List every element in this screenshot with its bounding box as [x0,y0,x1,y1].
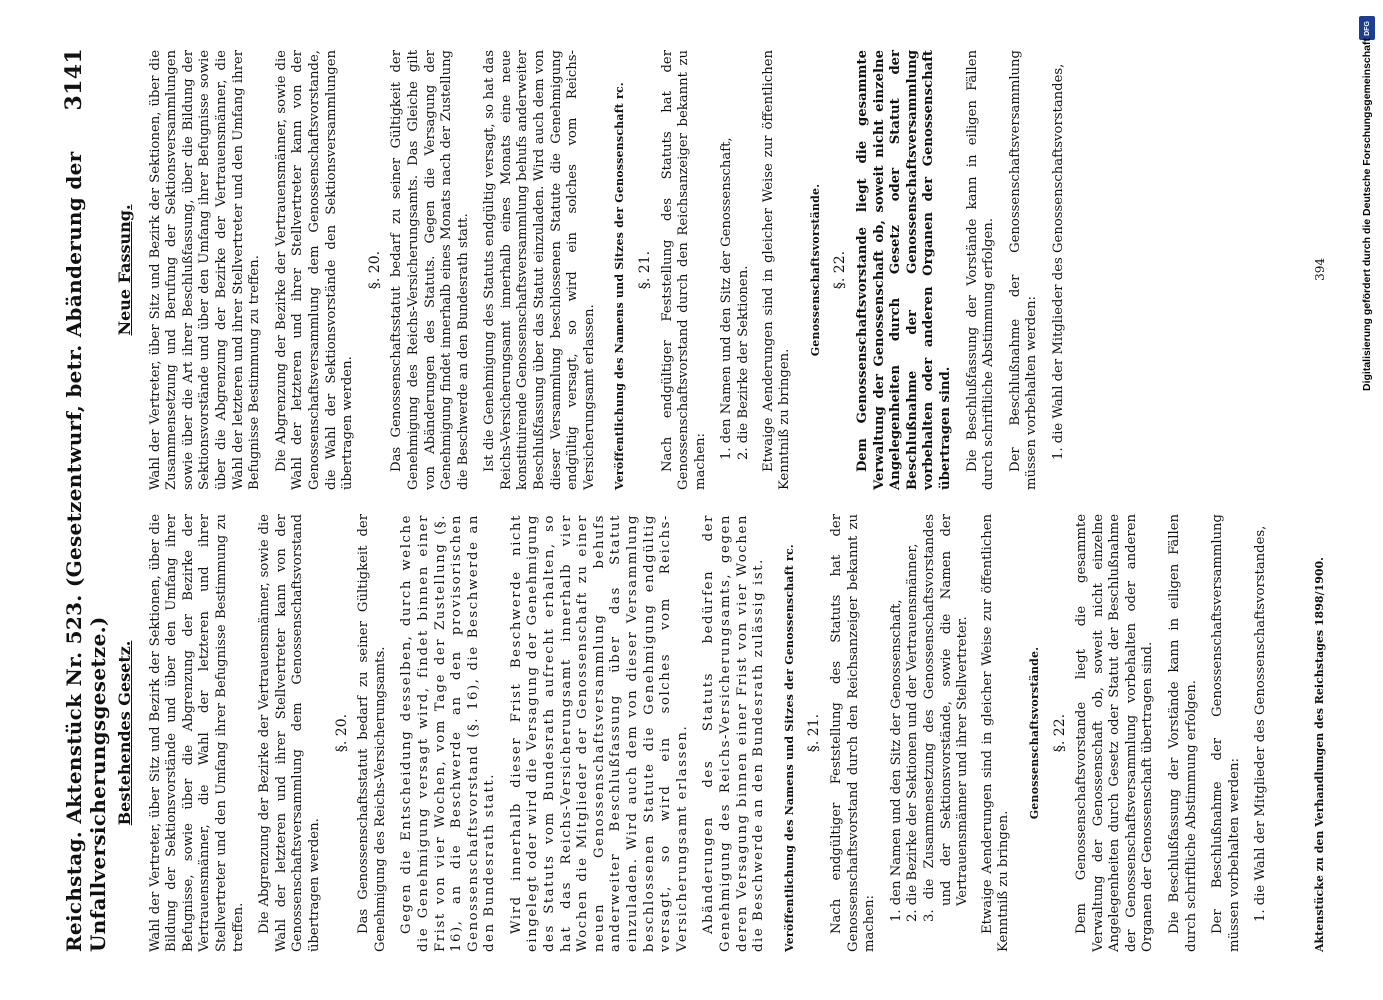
paragraph: Wahl der Vertreter, über Sitz und Bezirk der Sektionen, über die Zusammensetzung und Berufung der Sektionsversammlungen sowie über die Art ihrer Beschlußfassung, über die Bildung der Sektionsvorstände und über den Umfang ihrer Befugnisse sowie über die Abgrenzung der Bezirke der Vertrauensmänner, die Wahl der letzteren und ihrer Stellvertreter und den Umfang ihrer Befugnisse Bestimmung zu treffen. [147,50,262,490]
list-item: 2. die Bezirke der Sektionen und der Vertrauensmänner, [904,543,920,922]
paragraph: Etwaige Aenderungen sind in gleicher Weise zur öffentlichen Kenntniß zu bringen. [979,514,1011,952]
dfg-logo [1359,16,1375,40]
paragraph: Dem Genossenschaftsvorstande liegt die gesammte Verwaltung der Genossenschaft ob, soweit nicht einzelne Angelegenheiten durch Gesetz oder Statut der Beschlußnahme der Genossenschaftsversammlung vorbehalten oder anderen Organen der Genossenschaft übertragen sind. [854,50,953,490]
paragraph: Das Genossenschaftsstatut bedarf zu seiner Gültigkeit der Genehmigung des Reichs-Versicherungsamts. [355,514,388,952]
signature-number: 394 [1312,258,1327,281]
header-title: Reichstag. Aktenstück Nr. 523. (Gesetzentwurf, betr. Abänderung der Unfallversicherungsgesetze.) [61,151,110,952]
section-caption: Genossenschaftsvorstände. [1027,646,1041,820]
paragraph: Etwaige Aenderungen sind in gleicher Weise zur öffentlichen Kenntniß zu bringen. [760,50,792,490]
section-number: §. 21. [636,250,653,290]
paragraph: Die Abgrenzung der Bezirke der Vertrauensmänner, sowie die Wahl der letzteren und ihrer Stellvertreter kann von der Genossenschaftsversammlung dem Genossenschaftsvorstande, die Wahl der Sektionsvorstände den Sektionsversammlungen übertragen werden. [273,50,355,490]
dfg-credit-strip [1359,8,1379,998]
paragraph: Die Abgrenzung der Bezirke der Vertrauensmänner, sowie die Wahl der letzteren und ihrer Stellvertreter kann von der Genossenschaftsversammlung dem Genossenschaftsvorstand übertragen werden. [256,514,322,952]
paragraph: Das Genossenschaftsstatut bedarf zu seiner Gültigkeit der Genehmigung des Reichs-Versicherungsamts. Das Gleiche gilt von Abänderungen des Statuts. Gegen die Versagung der Genehmigung findet innerhalb eines Monats nach der Zustellung die Beschwerde an den Bundesrath statt. [388,50,471,490]
section-number: §. 20. [366,250,383,290]
enumeration-list [1050,50,1067,460]
section-caption: Veröffentlichung des Namens und Sitzes der Genossenschaft rc. [612,82,626,490]
paragraph: Abänderungen des Statuts bedürfen der Genehmigung des Reichs-Versicherungsamts, gegen deren Versagung binnen einer Frist von vier Wochen die Beschwerde an den Bundesrath zulässig ist. [700,514,766,952]
section-number: §. 20. [333,713,350,753]
column-heading-existing: Bestehendes Gesetz. [114,640,134,826]
column-heading-new: Neue Fassung. [114,204,134,336]
list-item: 3. die Zusammensetzung des Genossenschaftsvorstandes und der Sektionsvorstände, sowie die Namen der Vertrauensmänner und ihrer Stellvertreter. [921,514,970,922]
rotated-document-page [47,40,1337,960]
paragraph: Ist die Genehmigung des Statuts endgültig versagt, so hat das Reichs-Versicherungsamt innerhalb eines Monats eine neue konstituirende Genossenschaftsversammlung behufs anderweiter Beschlußfassung über das Statut einzuladen. Wird auch dem von dieser Versammlung beschlossenen Statute die Genehmigung endgültig versagt, so wird ein solches vom Reichs-Versicherungsamt erlassen. [481,50,597,490]
enumeration-list [719,50,752,460]
enumeration-list [888,514,971,922]
page-number: 3141 [60,48,87,111]
paragraph: Gegen die Entscheidung desselben, durch welche die Genehmigung versagt wird, findet binnen einer Frist von vier Wochen, vom Tage der Zustellung (§. 16), an die Beschwerde an den provisorischen Genossenschaftsvorstand (§. 16), die Beschwerde an den Bundesrath statt. [398,514,497,952]
paragraph: Der Beschlußnahme der Genossenschaftsversammlung müssen vorbehalten werden: [1007,50,1039,490]
column-new-version [114,50,1297,490]
page-footer [1313,48,1327,952]
dfg-logo-text: DFG [1363,20,1371,36]
paragraph: Nach endgültiger Feststellung des Statuts hat der Genossenschaftsvorstand durch den Reichsanzeiger bekannt zu machen: [828,514,877,952]
paragraph: Wahl der Vertreter, über Sitz und Bezirk der Sektionen, über die Bildung der Sektionsvorstände und über den Umfang ihrer Befugnisse, sowie über die Abgrenzung der Bezirke der Vertrauensmänner, die Wahl der letzteren und ihrer Stellvertreter und den Umfang ihrer Befugnisse Bestimmung zu treffen. [147,514,246,952]
list-item: 1. die Wahl der Mitglieder des Genossenschaftsvorstandes, [1050,63,1066,460]
paragraph: Die Beschlußfassung der Vorstände kann in eiligen Fällen durch schriftliche Abstimmung erfolgen. [964,50,996,490]
section-number: §. 22. [831,250,848,290]
dfg-credit-text: Digitalisierung gefördert durch die Deutsche Forschungsgemeinschaft [1361,38,1373,391]
enumeration-list [1253,514,1270,922]
section-caption: Veröffentlichung des Namens und Sitzes der Genossenschaft rc. [782,544,796,952]
section-number: §. 21. [805,713,822,753]
paragraph: Nach endgültiger Feststellung des Statuts hat der Genossenschaftsvorstand durch den Reichsanzeiger bekannt zu machen: [659,50,708,490]
list-item: 1. den Namen und den Sitz der Genossenschaft, [718,137,734,460]
section-number: §. 22. [1051,713,1067,753]
paragraph: Wird innerhalb dieser Frist Beschwerde nicht eingelegt oder wird die Versagung der Genehmigung des Statuts vom Bundesrath aufrecht erhalten, so hat das Reichs-Versicherungsamt innerhalb vier Wochen die Mitglieder der Genossenschaft zu einer neuen Genossenschaftsversammlung behufs anderweiter Beschlußfassung über das Statut einzuladen. Wird auch dem von dieser Versammlung beschlossenen Statute die Genehmigung endgültig versagt, so wird ein solches vom Reichs-Versicherungsamt erlassen. [508,514,690,952]
list-item: 2. die Bezirke der Sektionen. [735,265,751,460]
list-item: 1. den Namen und den Sitz der Genossenschaft, [888,599,904,922]
page-header [60,40,110,960]
list-item: 1. die Wahl der Mitglieder des Genossenschaftsvorstandes, [1252,525,1268,922]
paragraph: Dem Genossenschaftsvorstande liegt die gesammte Verwaltung der Genossenschaft ob, soweit nicht einzelne Angelegenheiten durch Gesetz oder Statut der Beschlußnahme der Genossenschaftsversammlung vorbehalten oder anderen Organen der Genossenschaft übertragen sind. [1073,514,1155,952]
footer-citation: Aktenstücke zu den Verhandlungen des Reichstages 1898/1900. [1312,557,1326,952]
paragraph: Der Beschlußnahme der Genossenschaftsversammlung müssen vorbehalten werden: [1209,514,1242,952]
paragraph: Die Beschlußfassung der Vorstände kann in eiligen Fällen durch schriftliche Abstimmung erfolgen. [1166,514,1199,952]
column-existing-law [114,514,1297,952]
section-caption: Genossenschaftsvorstände. [808,183,822,357]
